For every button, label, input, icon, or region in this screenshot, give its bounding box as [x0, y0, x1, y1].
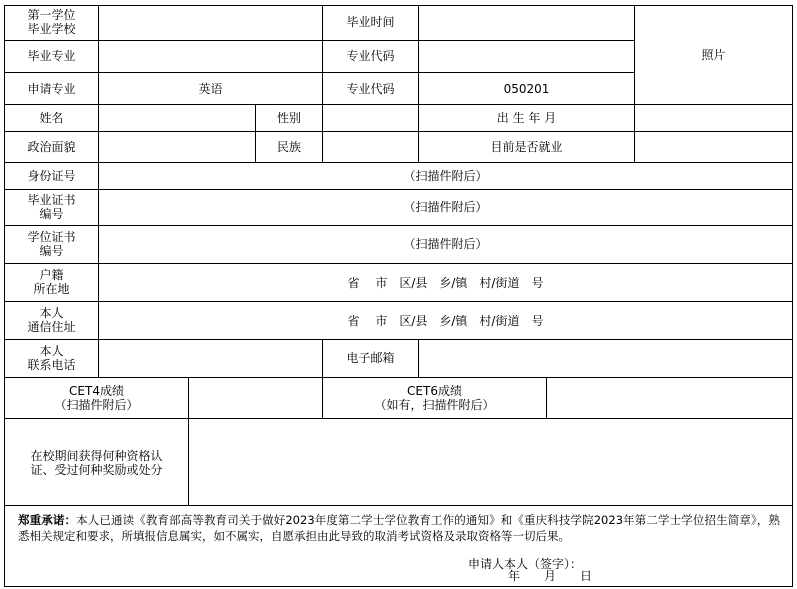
degree-cert-hint[interactable]: （扫描件附后）	[403, 237, 488, 251]
label-major-code: 专业代码	[346, 49, 395, 63]
grad-major-field[interactable]	[99, 41, 322, 72]
employed-field[interactable]	[635, 132, 792, 162]
label-political: 政治面貌	[27, 140, 76, 154]
h-line	[4, 225, 793, 226]
label-degree-cert: 学位证书 编号	[27, 230, 76, 258]
email-field[interactable]	[419, 340, 792, 377]
pledge-title: 郑重承诺：	[18, 513, 77, 527]
label-birth: 出 生 年 月	[496, 111, 557, 125]
name-field[interactable]	[99, 105, 255, 131]
pledge-body: 本人已通读《教育部高等教育司关于做好2023年度第二学士学位教育工作的通知》和《重庆科技学院2023年第二学士学位招生简章》，熟悉相关规定和要求，所填报信息属实，如不属实，自愿承担由此导致的取消考试资格及录取资格等一切后果。	[18, 513, 780, 543]
label-employed: 目前是否就业	[490, 140, 563, 154]
v-line	[792, 5, 793, 587]
first-degree-school-field[interactable]	[99, 6, 322, 40]
label-apply-major-code: 专业代码	[346, 82, 395, 96]
h-line	[4, 301, 793, 302]
label-cet6: CET6成绩 （如有，扫描件附后）	[374, 384, 495, 412]
id-card-hint[interactable]: （扫描件附后）	[403, 169, 488, 183]
major-code-field[interactable]	[419, 41, 634, 72]
pledge-text	[18, 512, 780, 544]
date-line: 年 月 日	[508, 569, 593, 583]
photo-box[interactable]	[635, 6, 792, 104]
cet4-field[interactable]	[189, 378, 322, 418]
signature-label: 申请人本人（签字）：	[468, 557, 583, 571]
grad-time-field[interactable]	[419, 6, 634, 40]
label-phone: 本人 联系电话	[27, 344, 76, 372]
label-apply-major: 申请专业	[27, 82, 76, 96]
label-grad-cert: 毕业证书 编号	[27, 193, 76, 221]
h-line	[4, 263, 793, 264]
label-mail-address: 本人 通信住址	[27, 306, 76, 334]
mail-address[interactable]: 省 市 区/县 乡/镇 村/街道 号	[347, 314, 544, 328]
hukou-address[interactable]: 省 市 区/县 乡/镇 村/街道 号	[347, 276, 544, 290]
label-email: 电子邮箱	[346, 351, 395, 365]
label-name: 姓名	[39, 111, 64, 125]
h-line	[4, 189, 793, 190]
cet6-field[interactable]	[547, 378, 792, 418]
label-grad-major: 毕业专业	[27, 49, 76, 63]
label-photo: 照片	[701, 48, 726, 62]
label-gender: 性别	[276, 111, 301, 125]
awards-field[interactable]	[189, 419, 792, 505]
h-line	[4, 162, 793, 163]
ethnicity-field[interactable]	[323, 132, 418, 162]
label-first-degree-school: 第一学位 毕业学校	[27, 8, 76, 36]
apply-major-code-value[interactable]: 050201	[503, 82, 550, 96]
birth-field[interactable]	[635, 105, 792, 131]
label-id-card: 身份证号	[27, 169, 76, 183]
label-ethnicity: 民族	[276, 140, 301, 154]
political-field[interactable]	[99, 132, 255, 162]
grad-cert-hint[interactable]: （扫描件附后）	[403, 200, 488, 214]
h-line	[4, 586, 793, 587]
gender-field[interactable]	[323, 105, 418, 131]
label-grad-time: 毕业时间	[346, 15, 395, 29]
phone-field[interactable]	[99, 340, 322, 377]
label-cet4: CET4成绩 （扫描件附后）	[54, 384, 139, 412]
label-awards: 在校期间获得何种资格认 证、受过何种奖励或处分	[30, 449, 163, 477]
h-line	[4, 505, 793, 506]
apply-major-value[interactable]: 英语	[198, 82, 223, 96]
label-hukou: 户籍 所在地	[33, 268, 70, 296]
